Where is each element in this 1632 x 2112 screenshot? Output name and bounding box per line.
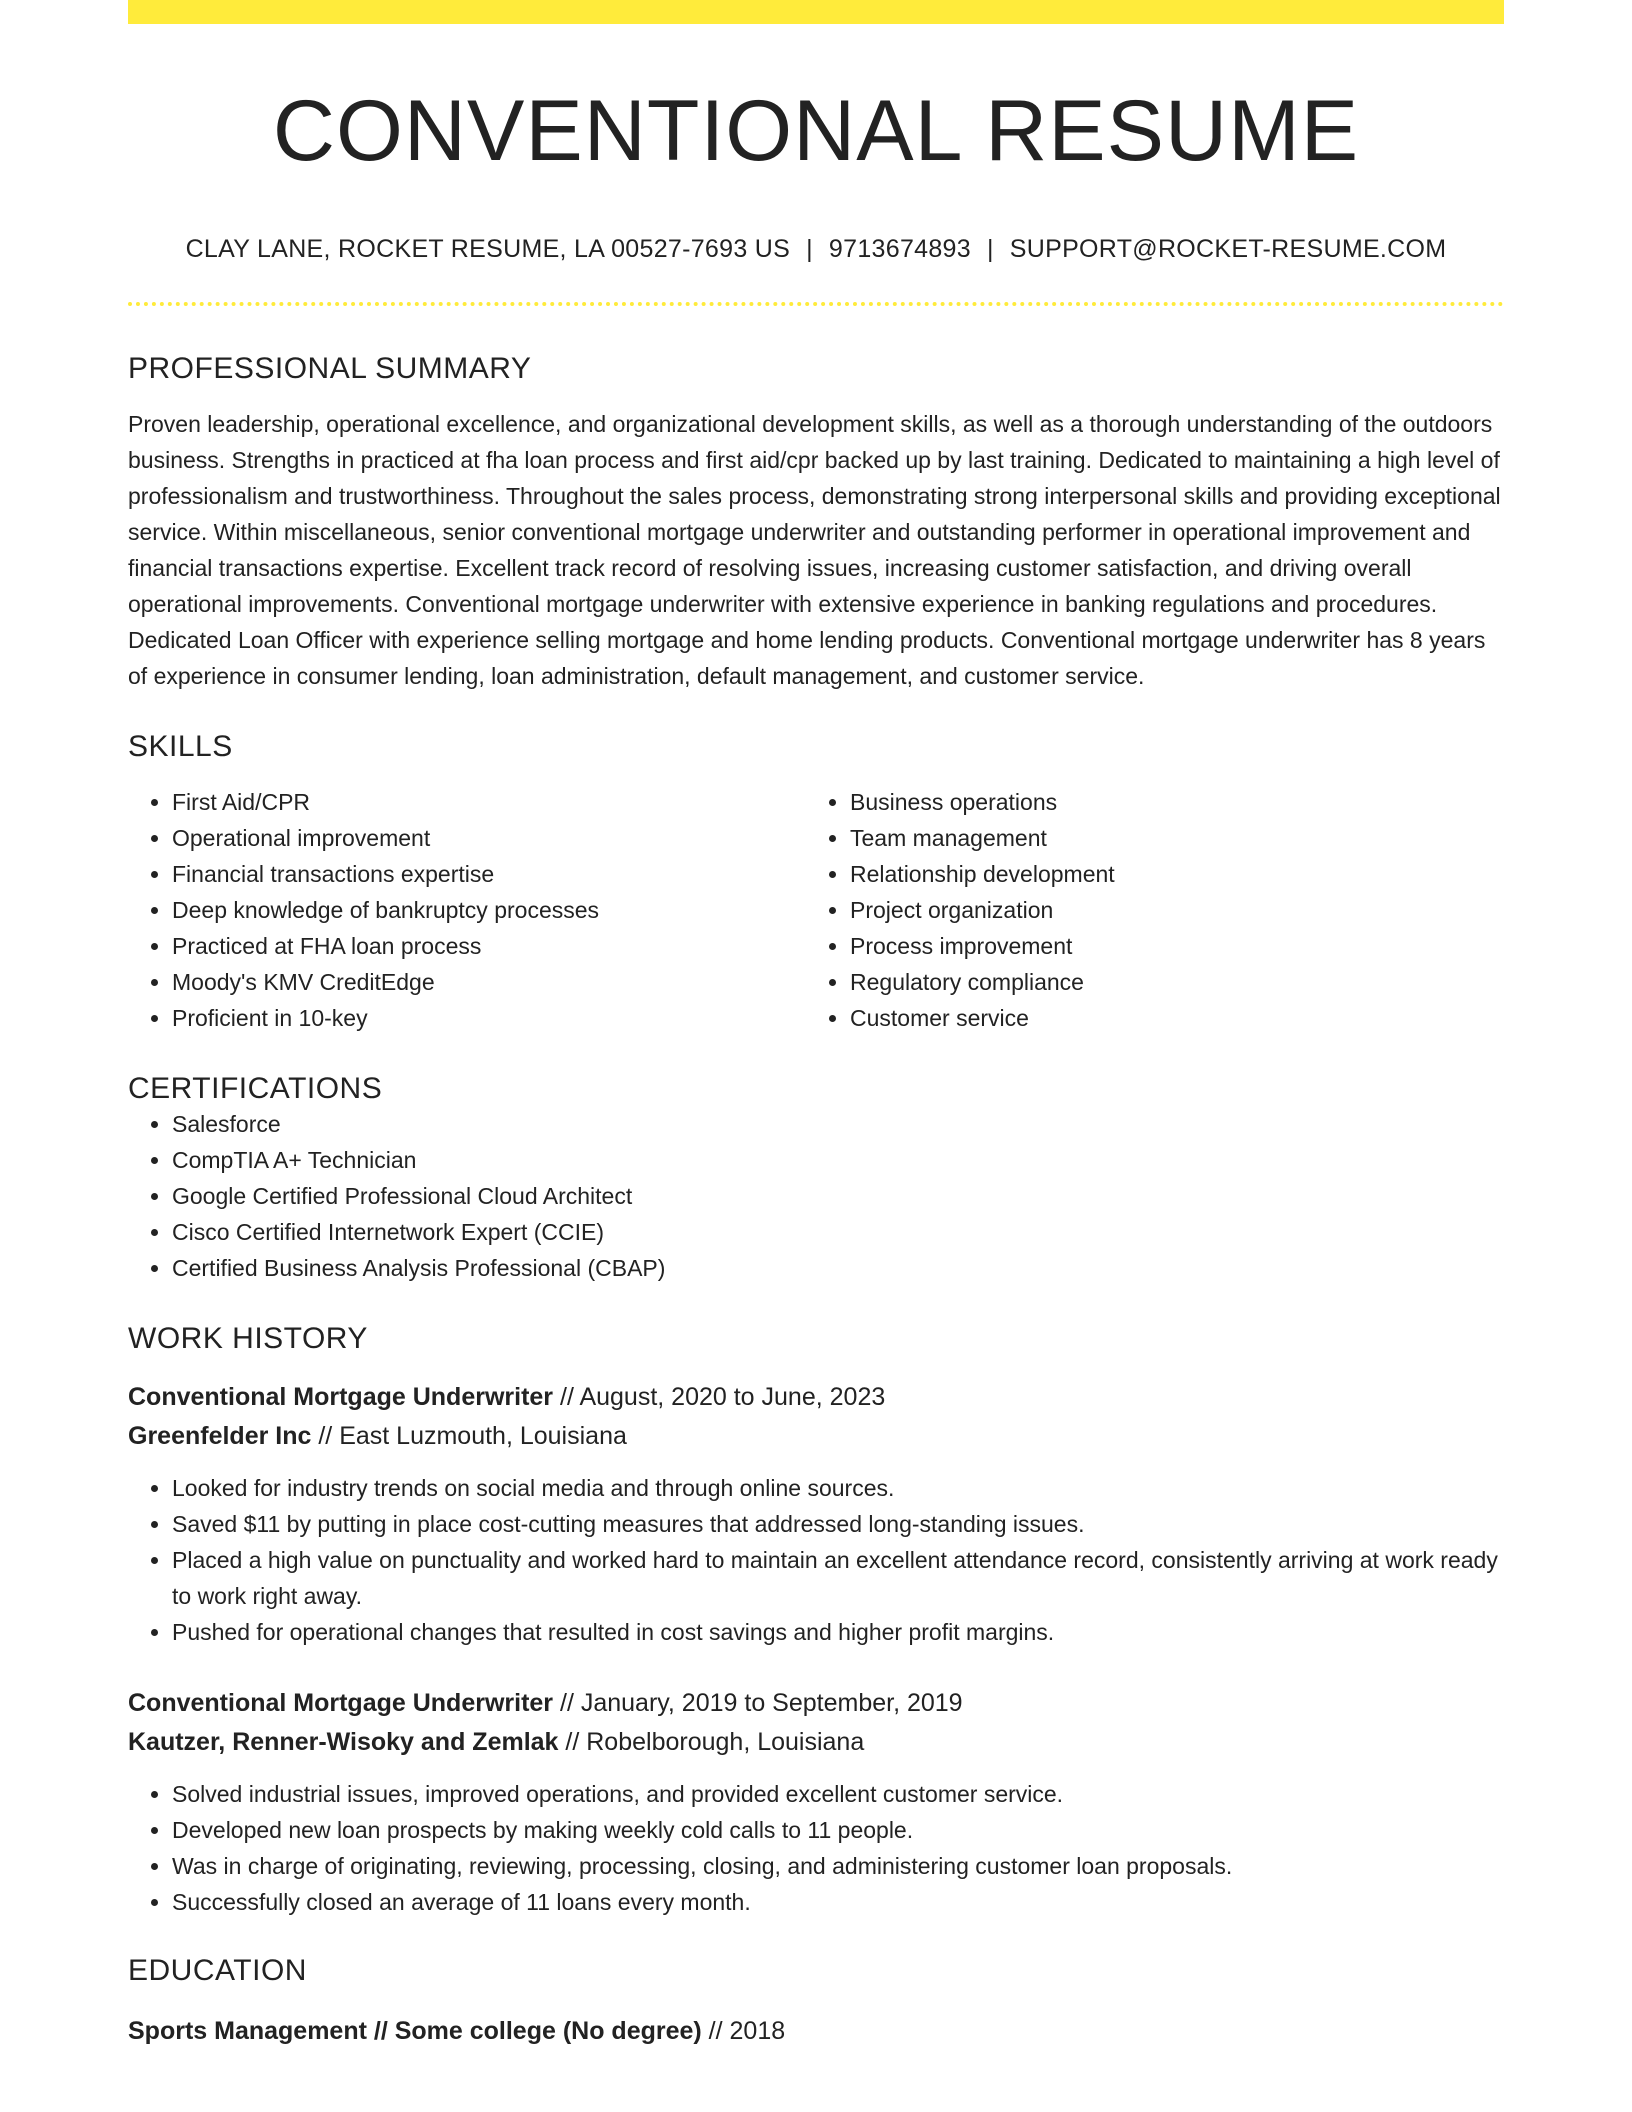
job-role: Conventional Mortgage Underwriter [128,1383,554,1412]
skills-list-right [806,784,1484,1036]
job-bullet: • Solved industrial issues, improved operations, and provided excellent customer service. [172,1776,1504,1812]
skill-item: • Regulatory compliance [850,964,1484,1000]
job-location: // Robelborough, Louisiana [558,1728,865,1757]
job-bullet: • Successfully closed an average of 11 loans every month. [172,1884,1504,1920]
job-title-line [128,1684,1504,1723]
job-company: Kautzer, Renner-Wisoky and Zemlak [128,1728,559,1757]
skill-item: • Deep knowledge of bankruptcy processes [172,892,806,928]
summary-text: Proven leadership, operational excellence, and organizational development skills, as well as a thorough understanding of the outdoors business. Strengths in practiced at fha loan process and first aid/cpr backed up by last training. Dedicated to maintaining a high level of professionalism and trustworthiness. Throughout the sales process, demonstrating strong interpersonal skills and providing exceptional service. Within miscellaneous, senior conventional mortgage underwriter and outstanding performer in operational improvement and financial transactions expertise. Excellent track record of resolving issues, increasing customer satisfaction, and driving overall operational improvements. Conventional mortgage underwriter with extensive experience in banking regulations and procedures. Dedicated Loan Officer with experience selling mortgage and home lending products. Conventional mortgage underwriter has 8 years of experience in consumer lending, loan administration, default management, and customer service. [128,411,1501,690]
contact-phone: 9713674893 [828,235,971,264]
job-bullet: • Placed a high value on punctuality and worked hard to maintain an excellent attendance record, consistently arriving at work ready to work right away. [172,1542,1504,1614]
job-bullets [128,1470,1504,1650]
skill-item: • Moody's KMV CreditEdge [172,964,806,1000]
skill-item: • Process improvement [850,928,1484,964]
job-bullet: • Looked for industry trends on social media and through online sources. [172,1470,1504,1506]
education-heading: EDUCATION [128,1954,307,1988]
summary-heading: PROFESSIONAL SUMMARY [128,352,532,386]
skill-item: • Project organization [850,892,1484,928]
skills-grid [128,784,1504,1036]
job-bullet: • Developed new loan prospects by making weekly cold calls to 11 people. [172,1812,1504,1848]
skill-item: • First Aid/CPR [172,784,806,820]
certification-item: • CompTIA A+ Technician [172,1142,1504,1178]
job-bullet: • Pushed for operational changes that resulted in cost savings and higher profit margins. [172,1614,1504,1650]
resume-page [128,0,1504,2051]
accent-top-bar [128,0,1504,24]
certification-item: • Salesforce [172,1106,1504,1142]
certifications-list [128,1106,1504,1286]
certification-item: • Certified Business Analysis Professional (CBAP) [172,1250,1504,1286]
job-title-line [128,1378,1504,1417]
job-dates: // January, 2019 to September, 2019 [553,1689,963,1718]
dotted-divider [128,302,1504,306]
skill-item: • Team management [850,820,1484,856]
contact-address: CLAY LANE, ROCKET RESUME, LA 00527-7693 US [185,235,791,264]
certification-item: • Cisco Certified Internetwork Expert (CCIE) [172,1214,1504,1250]
job-bullet: • Saved $11 by putting in place cost-cutting measures that addressed long-standing issues. [172,1506,1504,1542]
skills-list-left [128,784,806,1036]
job-entry [128,1378,1504,1650]
job-company: Greenfelder Inc [128,1422,312,1451]
work-history-heading: WORK HISTORY [128,1322,368,1356]
job-bullets [128,1776,1504,1920]
skill-item: • Proficient in 10-key [172,1000,806,1036]
skill-item: • Business operations [850,784,1484,820]
contact-separator: | [986,235,994,264]
skill-item: • Operational improvement [172,820,806,856]
skills-column-right [806,784,1484,1036]
education-year: // 2018 [701,2017,786,2046]
contact-separator: | [806,235,813,264]
job-dates: // August, 2020 to June, 2023 [553,1383,886,1412]
skill-item: • Financial transactions expertise [172,856,806,892]
job-company-line [128,1417,1504,1456]
job-company-line [128,1723,1504,1762]
skill-item: • Customer service [850,1000,1484,1036]
resume-name: CONVENTIONAL RESUME [272,83,1360,179]
skills-heading: SKILLS [128,730,233,764]
job-location: // East Luzmouth, Louisiana [311,1422,627,1451]
skills-column-left [128,784,806,1036]
skill-item: • Relationship development [850,856,1484,892]
job-entry [128,1684,1504,1920]
education-entry [128,2012,1504,2051]
certifications-heading: CERTIFICATIONS [128,1072,383,1106]
education-degree: Sports Management // Some college (No degree) [128,2017,702,2046]
job-bullet: • Was in charge of originating, reviewing, processing, closing, and administering customer loan proposals. [172,1848,1504,1884]
job-role: Conventional Mortgage Underwriter [128,1689,554,1718]
contact-email: SUPPORT@ROCKET-RESUME.COM [1009,235,1447,264]
contact-line [128,235,1504,264]
certification-item: • Google Certified Professional Cloud Architect [172,1178,1504,1214]
skill-item: • Practiced at FHA loan process [172,928,806,964]
